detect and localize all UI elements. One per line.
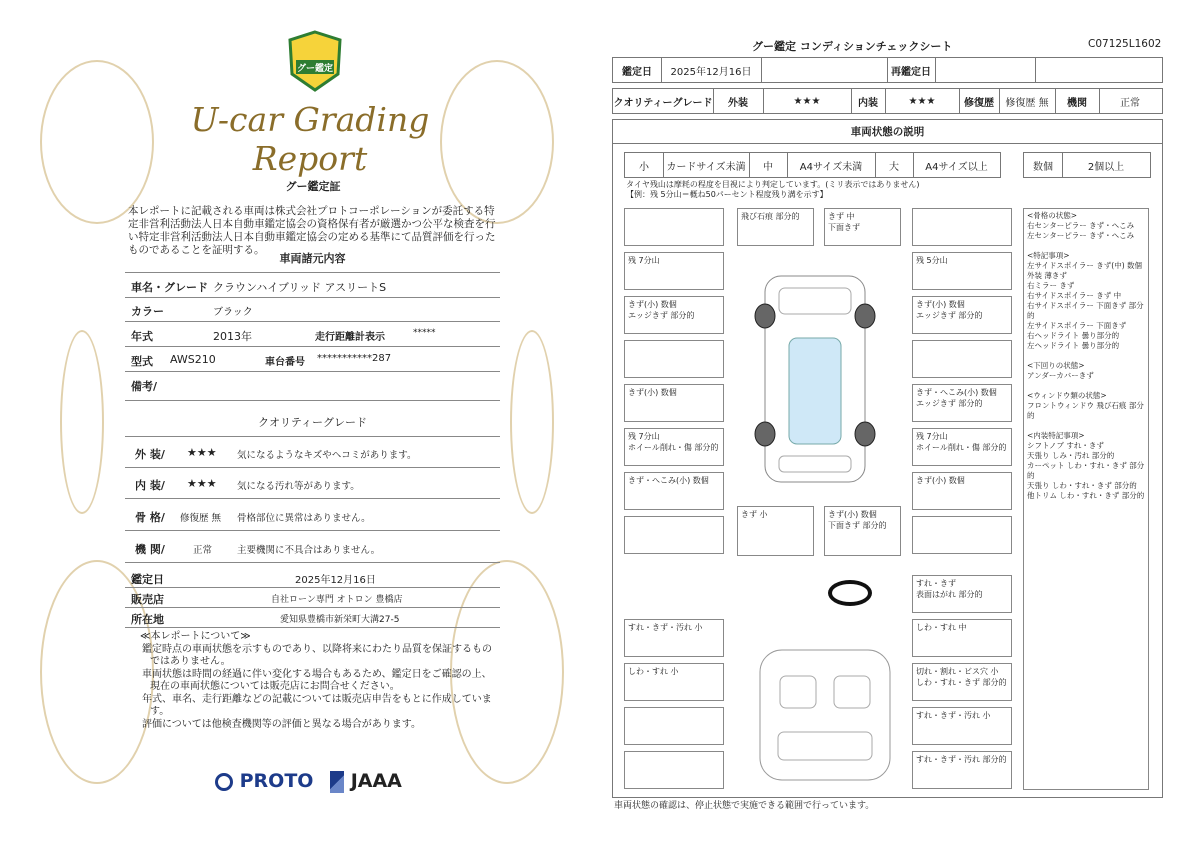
tire-note: タイヤ残山は摩耗の程度を目視により判定しています。(ミリ表示ではありません)	[626, 180, 920, 189]
size-small-desc: カードサイズ未満	[663, 153, 750, 177]
condition-title: 車両状態の説明	[850, 126, 925, 138]
condition-box	[624, 707, 724, 745]
interior-label: 内 装/	[135, 479, 165, 492]
year-value: 2013年	[213, 330, 252, 343]
sheet-footer: 車両状態の確認は、停止状態で実施できる範囲で行っています。	[614, 801, 875, 811]
note-item: 評価については他検査機関等の評価と異なる場合があります。	[142, 718, 421, 730]
proto-logo-text: PROTO	[239, 770, 314, 792]
reappraisal-label: 再鑑定日	[887, 58, 936, 82]
condition-box: 残 7分山	[624, 252, 724, 290]
car-exterior-diagram	[725, 258, 905, 498]
count-value: 2個以上	[1087, 161, 1125, 173]
condition-box: すれ・きず・汚れ 小	[624, 619, 724, 657]
quality-title: クオリティーグレード	[258, 416, 367, 429]
jaaa-logo-icon	[330, 771, 344, 793]
size-mid: 中	[749, 153, 788, 177]
date-blank	[761, 58, 888, 82]
dealer-label: 販売店	[131, 593, 164, 606]
condition-check-sheet	[600, 0, 1200, 848]
condition-box	[624, 340, 724, 378]
condition-box: すれ・きず 表面はがれ 部分的	[912, 575, 1012, 613]
badge-text: グー鑑定	[296, 64, 333, 74]
exterior-stars: ★★★	[187, 446, 217, 459]
condition-box	[912, 340, 1012, 378]
quality-row-frame	[125, 500, 500, 531]
count-legend	[1023, 152, 1151, 178]
name-value: クラウンハイブリッド アスリートS	[213, 281, 387, 294]
address-value: 愛知県豊橋市新栄町大溝27-5	[280, 615, 400, 625]
proto-logo-icon	[215, 773, 233, 791]
frame-text: 骨格部位に異常はありません。	[237, 513, 371, 524]
condition-box: 切れ・割れ・ビス穴 小 しわ・すれ・きず 部分的	[912, 663, 1012, 701]
condition-box: きず・へこみ(小) 数個	[624, 472, 724, 510]
condition-box: しわ・すれ 小	[624, 663, 724, 701]
condition-box: 残 5分山	[912, 252, 1012, 290]
car-interior-diagram	[750, 640, 900, 790]
note-item: 鑑定時点の車両状態を示すものであり、以降将来にわたり品質を保証するものではありません。	[142, 643, 492, 667]
condition-box: きず(小) 数個	[624, 384, 724, 422]
info-row-date	[125, 567, 500, 588]
divider	[613, 143, 1162, 144]
interior-text: 気になる汚れ等があります。	[237, 481, 360, 492]
year-label: 年式	[131, 330, 153, 343]
condition-box: きず 中 下面きず	[824, 208, 901, 246]
size-large: 大	[875, 153, 914, 177]
certificate	[128, 180, 498, 257]
info-date-value: 2025年12月16日	[295, 575, 376, 586]
info-row-dealer	[125, 587, 500, 608]
condition-box: きず(小) 数個 エッジきず 部分的	[912, 296, 1012, 334]
condition-box: 残 7分山 ホイール削れ・傷 部分的	[624, 428, 724, 466]
int-value: ★★★	[885, 89, 960, 113]
interior-stars: ★★★	[187, 477, 217, 490]
ext-value: ★★★	[763, 89, 852, 113]
repair-value: 修復歴 無	[999, 89, 1056, 113]
report-notes	[140, 631, 500, 731]
repair-label: 修復歴	[959, 89, 1000, 113]
sheet-title: グー鑑定 コンディションチェックシート	[752, 40, 953, 53]
steering-wheel-icon	[828, 580, 872, 606]
condition-box	[624, 208, 724, 246]
jaaa-logo-text: JAAA	[350, 770, 402, 792]
ext-label: 外装	[713, 89, 764, 113]
condition-box: きず(小) 数個	[912, 472, 1012, 510]
condition-box: しわ・すれ 中	[912, 619, 1012, 657]
condition-box: 飛び石痕 部分的	[737, 208, 814, 246]
condition-box	[912, 516, 1012, 554]
condition-box: きず(小) 数個 エッジきず 部分的	[624, 296, 724, 334]
frame-label: 骨 格/	[135, 511, 165, 524]
grade-label: クオリティーグレード	[613, 89, 714, 113]
grade-row	[612, 88, 1163, 114]
condition-box: すれ・きず・汚れ 小	[912, 707, 1012, 745]
date-row	[612, 57, 1163, 83]
address-label: 所在地	[131, 613, 164, 626]
spec-row-model	[125, 347, 500, 372]
appraisal-date-value: 2025年12月16日	[661, 58, 762, 82]
condition-box: 残 7分山 ホイール削れ・傷 部分的	[912, 428, 1012, 466]
engine-value: 正常	[1120, 97, 1140, 109]
condition-box	[624, 751, 724, 789]
size-large-desc: A4サイズ以上	[925, 161, 988, 173]
engine-value: 正常	[193, 545, 213, 556]
tire-example: 【例：残 5分山＝概ね50パーセント程度残り溝を示す】	[626, 190, 828, 199]
model-value: AWS210	[170, 353, 216, 366]
ornament-mid-right	[510, 330, 554, 514]
condition-box: きず(小) 数個 下面きず 部分的	[824, 506, 901, 556]
size-small: 小	[625, 153, 664, 177]
info-row-address	[125, 607, 500, 628]
certificate-body: 本レポートに記載される車両は株式会社プロトコーポレーションが委託する特定非営利活動法人日本自動車鑑定協会の資格保有者が厳選かつ公平な検査を行い特定非営利活動法人日本自動車鑑定協会の定める基準にて品質評価を行ったものであることを証明する。	[128, 205, 496, 256]
quality-row-interior	[125, 468, 500, 499]
condition-box	[912, 208, 1012, 246]
count-label: 数個	[1024, 153, 1063, 177]
notes-title: ≪本レポートについて≫	[140, 631, 251, 642]
mileage-value: *****	[413, 328, 436, 338]
condition-box: きず・へこみ(小) 数個 エッジきず 部分的	[912, 384, 1012, 422]
chassis-value: ***********287	[317, 353, 392, 364]
exterior-text: 気になるようなキズやヘコミがあります。	[237, 450, 417, 461]
engine-label: 機 関/	[135, 543, 165, 556]
spec-row-year	[125, 322, 500, 347]
remarks-label: 備考/	[131, 380, 158, 393]
footer-logos	[215, 770, 402, 793]
note-item: 車両状態は時間の経過に伴い変化する場合もあるため、鑑定日をご確認の上、現在の車両状態については販売店にお問合せください。	[142, 668, 492, 692]
specs-title: 車両諸元内容	[279, 252, 346, 265]
goo-badge-logo	[288, 30, 342, 92]
color-label: カラー	[131, 305, 164, 318]
frame-value: 修復歴 無	[180, 513, 222, 524]
reappraisal-value	[935, 58, 1036, 82]
info-date-label: 鑑定日	[131, 573, 164, 586]
certificate-heading: グー鑑定証	[285, 180, 341, 193]
size-mid-desc: A4サイズ未満	[787, 153, 876, 177]
condition-box	[624, 516, 724, 554]
dealer-value: 自社ローン専門 オトロン 豊橋店	[271, 595, 403, 605]
size-legend	[624, 152, 1001, 178]
name-label: 車名・グレード	[131, 281, 208, 294]
appraisal-date-label: 鑑定日	[613, 58, 662, 82]
spec-row-remarks	[125, 372, 500, 401]
int-label: 内装	[851, 89, 886, 113]
quality-row-exterior	[125, 436, 500, 468]
mileage-label: 走行距離計表示	[315, 332, 385, 343]
model-label: 型式	[131, 355, 153, 368]
exterior-label: 外 装/	[135, 448, 165, 461]
spec-row-color	[125, 297, 500, 322]
condition-box: すれ・きず・汚れ 部分的	[912, 751, 1012, 789]
doc-id: C07125L1602	[1088, 38, 1162, 50]
color-value: ブラック	[213, 307, 253, 318]
spec-row-name	[125, 272, 500, 298]
report-title: U-car Grading Report	[190, 100, 430, 178]
ornament-mid-left	[60, 330, 104, 514]
engine-label: 機関	[1055, 89, 1100, 113]
note-item: 年式、車名、走行距離などの記載については販売店申告をもとに作成しています。	[142, 693, 492, 717]
quality-row-engine	[125, 532, 500, 563]
engine-text: 主要機関に不具合はありません。	[237, 545, 381, 556]
frame-notes: <骨格の状態> 右センターピラー きず・へこみ 左センターピラー きず・へこみ <特記事項> 左サイドスポイラー きず(中) 数個 外装 薄きず 右ミラー きず 右サイドスポイラー きず 中 右サイドスポイラー 下面きず 部分的 左サイドスポイラー 下面きず 右ヘッドライト 曇り部分的 左ヘッドライト 曇り部分的 <下回りの状態> アンダーカバーきず <ウィンドウ類の状態> フロントウィンドウ 飛び石痕 部分的 <内装特記事項> シフトノブ すれ・きず 天張り しみ・汚れ 部分的 カーペット しわ・すれ・きず 部分的 天張り しわ・すれ・きず 部分的 他トリム しわ・すれ・きず 部分的	[1023, 208, 1149, 790]
chassis-label: 車台番号	[265, 357, 305, 368]
condition-box: きず 小	[737, 506, 814, 556]
